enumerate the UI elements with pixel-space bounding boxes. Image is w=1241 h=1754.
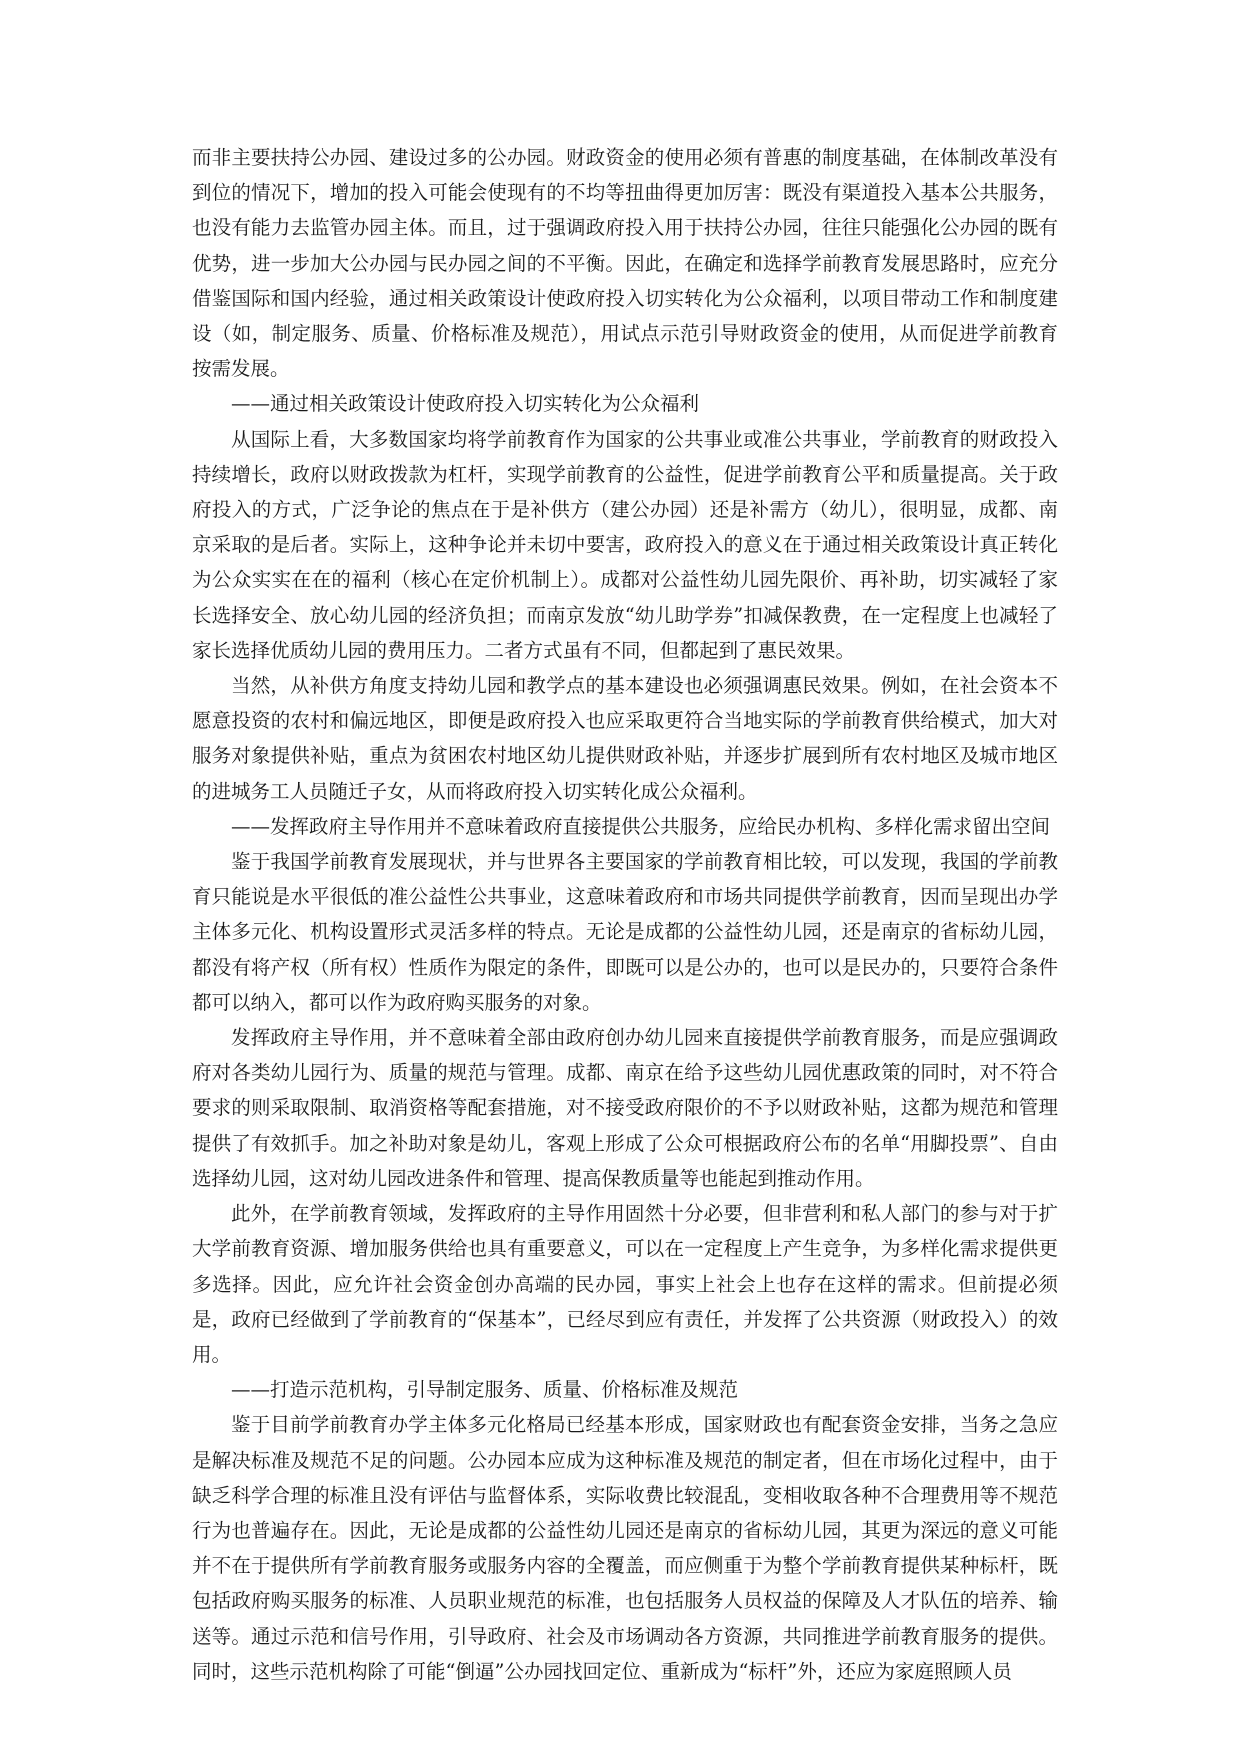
section-heading-model-institutions: ——打造示范机构，引导制定服务、质量、价格标准及规范 <box>231 1378 739 1402</box>
section-heading-policy-design: ——通过相关政策设计使政府投入切实转化为公众福利 <box>231 392 700 416</box>
paragraph: 从国际上看，大多数国家均将学前教育作为国家的公共事业或准公共事业，学前教育的财政投入持续增长，政府以财政拨款为杠杆，实现学前教育的公益性，促进学前教育公平和质量提高。关于政府投入的方式，广泛争论的焦点在于是补供方（建公办园）还是补需方（幼儿），很明显，成都、南京采取的是后者。实际上，这种争论并未切中要害，政府投入的意义在于通过相关政策设计真正转化为公众实实在在的福利（核心在定价机制上）。成都对公益性幼儿园先限价、再补助，切实减轻了家长选择安全、放心幼儿园的经济负担；而南京发放“幼儿助学券”扣减保教费，在一定程度上也减轻了家长选择优质幼儿园的费用压力。二者方式虽有不同，但都起到了惠民效果。 <box>192 427 1058 662</box>
paragraph: 鉴于我国学前教育发展现状，并与世界各主要国家的学前教育相比较，可以发现，我国的学前教育只能说是水平很低的准公益性公共事业，这意味着政府和市场共同提供学前教育，因而呈现出办学主体多元化、机构设置形式灵活多样的特点。无论是成都的公益性幼儿园，还是南京的省标幼儿园，都没有将产权（所有权）性质作为限定的条件，即既可以是公办的，也可以是民办的，只要符合条件都可以纳入，都可以作为政府购买服务的对象。 <box>192 850 1058 1014</box>
section-heading-government-role: ——发挥政府主导作用并不意味着政府直接提供公共服务，应给民办机构、多样化需求留出空间 <box>231 814 1051 838</box>
paragraph: 发挥政府主导作用，并不意味着全部由政府创办幼儿园来直接提供学前教育服务，而是应强调政府对各类幼儿园行为、质量的规范与管理。成都、南京在给予这些幼儿园优惠政策的同时，对不符合要求的则采取限制、取消资格等配套措施，对不接受政府限价的不予以财政补贴，这都为规范和管理提供了有效抓手。加之补助对象是幼儿，客观上形成了公众可根据政府公布的名单“用脚投票”、自由选择幼儿园，这对幼儿园改进条件和管理、提高保教质量等也能起到推动作用。 <box>192 1026 1058 1190</box>
document-page <box>192 140 1058 1689</box>
paragraph: 此外，在学前教育领域，发挥政府的主导作用固然十分必要，但非营利和私人部门的参与对于扩大学前教育资源、增加服务供给也具有重要意义，可以在一定程度上产生竞争，为多样化需求提供更多选择。因此，应允许社会资金创办高端的民办园，事实上社会上也存在这样的需求。但前提必须是，政府已经做到了学前教育的“保基本”，已经尽到应有责任，并发挥了公共资源（财政投入）的效用。 <box>192 1202 1058 1366</box>
paragraph: 鉴于目前学前教育办学主体多元化格局已经基本形成，国家财政也有配套资金安排，当务之急应是解决标准及规范不足的问题。公办园本应成为这种标准及规范的制定者，但在市场化过程中，由于缺乏科学合理的标准且没有评估与监督体系，实际收费比较混乱，变相收取各种不合理费用等不规范行为也普遍存在。因此，无论是成都的公益性幼儿园还是南京的省标幼儿园，其更为深远的意义可能并不在于提供所有学前教育服务或服务内容的全覆盖，而应侧重于为整个学前教育提供某种标杆，既包括政府购买服务的标准、人员职业规范的标准，也包括服务人员权益的保障及人才队伍的培养、输送等。通过示范和信号作用，引导政府、社会及市场调动各方资源，共同推进学前教育服务的提供。同时，这些示范机构除了可能“倒逼”公办园找回定位、重新成为“标杆”外，还应为家庭照顾人员 <box>192 1413 1058 1683</box>
paragraph: 当然，从补供方角度支持幼儿园和教学点的基本建设也必须强调惠民效果。例如，在社会资本不愿意投资的农村和偏远地区，即便是政府投入也应采取更符合当地实际的学前教育供给模式，加大对服务对象提供补贴，重点为贫困农村地区幼儿提供财政补贴，并逐步扩展到所有农村地区及城市地区的进城务工人员随迁子女，从而将政府投入切实转化成公众福利。 <box>192 674 1058 803</box>
paragraph-continued: 而非主要扶持公办园、建设过多的公办园。财政资金的使用必须有普惠的制度基础，在体制改革没有到位的情况下，增加的投入可能会使现有的不均等扭曲得更加厉害：既没有渠道投入基本公共服务，也没有能力去监管办园主体。而且，过于强调政府投入用于扶持公办园，往往只能强化公办园的既有优势，进一步加大公办园与民办园之间的不平衡。因此，在确定和选择学前教育发展思路时，应充分借鉴国际和国内经验，通过相关政策设计使政府投入切实转化为公众福利，以项目带动工作和制度建设（如，制定服务、质量、价格标准及规范），用试点示范引导财政资金的使用，从而促进学前教育按需发展。 <box>192 146 1058 381</box>
